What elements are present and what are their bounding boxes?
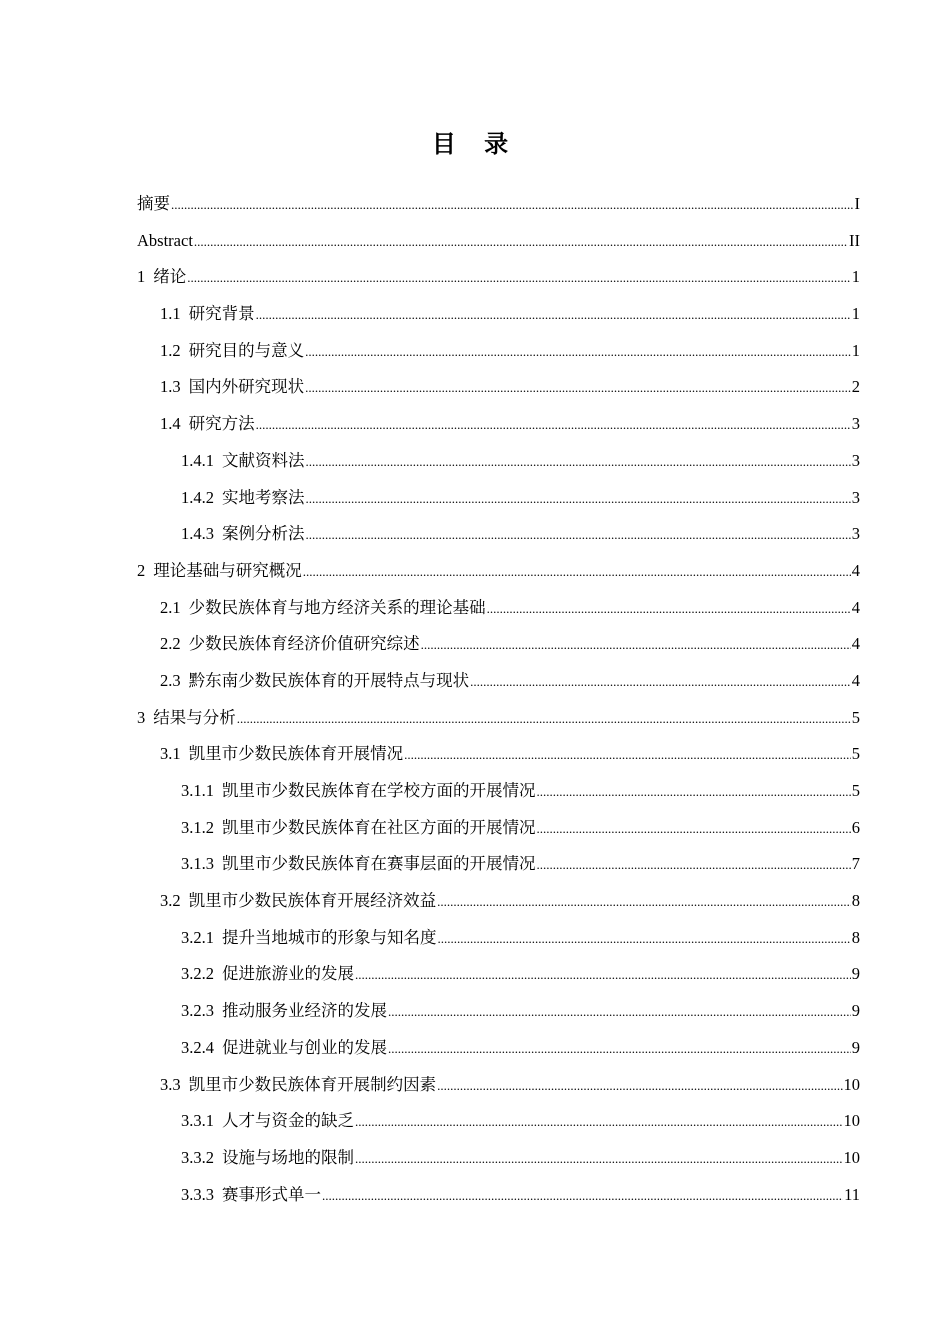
- toc-entry-number: 3.2.1: [181, 927, 214, 947]
- toc-entry-number: 2.2: [160, 634, 181, 654]
- toc-entry-title: 实地考察法: [222, 487, 305, 507]
- toc-dot-leader: [438, 921, 851, 957]
- toc-dot-leader: [470, 664, 851, 700]
- toc-entry[interactable]: [137, 1177, 860, 1214]
- toc-entry-title: 凯里市少数民族体育开展经济效益: [188, 891, 437, 911]
- toc-entry-number: 1.4: [160, 414, 181, 434]
- toc-entry-number: 3.2.2: [181, 964, 214, 984]
- toc-entry-number: 3.1.2: [181, 817, 214, 837]
- toc-dot-leader: [388, 994, 851, 1030]
- toc-entry-number: 1.1: [160, 304, 181, 324]
- toc-dot-leader: [537, 847, 851, 883]
- toc-entry-page-number: 1: [851, 340, 860, 360]
- toc-entry-title: 凯里市少数民族体育开展制约因素: [188, 1074, 437, 1094]
- toc-entry[interactable]: [137, 956, 860, 993]
- toc-entry-title: 结果与分析: [153, 707, 236, 727]
- toc-entry-page-number: 3: [851, 487, 860, 507]
- toc-entry-number: 1.4.3: [181, 524, 214, 544]
- toc-entry-page-number: 4: [851, 634, 860, 654]
- toc-entry-page-number: 5: [851, 744, 860, 764]
- toc-entry-page-number: 9: [851, 1037, 860, 1057]
- toc-entry[interactable]: [137, 480, 860, 517]
- toc-entry-number: 3: [137, 707, 146, 727]
- toc-dot-leader: [404, 737, 851, 773]
- toc-entry-title: 案例分析法: [222, 524, 305, 544]
- toc-entry[interactable]: [137, 773, 860, 810]
- toc-entry-title: 黔东南少数民族体育的开展特点与现状: [188, 670, 470, 690]
- toc-entry[interactable]: [137, 626, 860, 663]
- toc-entry-page-number: 7: [851, 854, 860, 874]
- toc-entry-title: Abstract: [137, 230, 193, 250]
- toc-dot-leader: [322, 1178, 843, 1214]
- toc-entry-page-number: 10: [843, 1074, 860, 1094]
- toc-dot-leader: [421, 627, 851, 663]
- toc-entry[interactable]: [137, 186, 860, 223]
- toc-entry-page-number: 2: [851, 377, 860, 397]
- toc-entry-number: 3.3.1: [181, 1111, 214, 1131]
- toc-entry[interactable]: [137, 1030, 860, 1067]
- toc-entry-number: 3.1: [160, 744, 181, 764]
- toc-entry-page-number: 8: [851, 927, 860, 947]
- toc-entry-number: 3.2.4: [181, 1037, 214, 1057]
- toc-entry[interactable]: [137, 333, 860, 370]
- toc-entry-number: 1.4.1: [181, 450, 214, 470]
- toc-entry-number: 1.2: [160, 340, 181, 360]
- toc-entry[interactable]: [137, 663, 860, 700]
- toc-entry-number: 1: [137, 267, 146, 287]
- toc-entry-page-number: 1: [851, 304, 860, 324]
- toc-dot-leader: [303, 554, 851, 590]
- toc-dot-leader: [355, 1141, 843, 1177]
- toc-entry-title: 研究方法: [188, 414, 255, 434]
- toc-entry-title: 推动服务业经济的发展: [222, 1001, 387, 1021]
- toc-entry-page-number: 8: [851, 891, 860, 911]
- toc-entry-title: 提升当地城市的形象与知名度: [222, 927, 437, 947]
- toc-entry[interactable]: [137, 993, 860, 1030]
- toc-entry-number: 2.1: [160, 597, 181, 617]
- toc-entry-page-number: 3: [851, 414, 860, 434]
- toc-dot-leader: [487, 591, 851, 627]
- toc-dot-leader: [537, 774, 851, 810]
- toc-entry-title: 少数民族体育经济价值研究综述: [188, 634, 420, 654]
- toc-entry[interactable]: [137, 223, 860, 260]
- toc-entry-number: 3.2.3: [181, 1001, 214, 1021]
- toc-entry-number: 3.3: [160, 1074, 181, 1094]
- toc-entry[interactable]: [137, 369, 860, 406]
- toc-dot-leader: [256, 407, 851, 443]
- toc-entry-number: 1.3: [160, 377, 181, 397]
- toc-entry-title: 摘要: [137, 194, 170, 213]
- toc-entry-title: 促进旅游业的发展: [222, 964, 354, 984]
- toc-entry-page-number: I: [854, 194, 860, 213]
- toc-dot-leader: [305, 334, 851, 370]
- toc-entry[interactable]: [137, 736, 860, 773]
- toc-dot-leader: [437, 1068, 842, 1104]
- toc-entry-title: 促进就业与创业的发展: [222, 1037, 387, 1057]
- toc-dot-leader: [306, 444, 851, 480]
- toc-entry-page-number: 6: [851, 817, 860, 837]
- toc-entry-title: 绪论: [153, 267, 187, 287]
- toc-list: [137, 186, 860, 1213]
- toc-entry-title: 赛事形式单一: [222, 1184, 321, 1204]
- toc-entry[interactable]: [137, 1067, 860, 1104]
- toc-entry-number: 2.3: [160, 670, 181, 690]
- toc-entry-page-number: 4: [851, 670, 860, 690]
- toc-entry-number: 3.1.3: [181, 854, 214, 874]
- toc-entry-page-number: 3: [851, 524, 860, 544]
- toc-entry[interactable]: [137, 920, 860, 957]
- toc-entry-page-number: 4: [851, 560, 860, 580]
- toc-entry-title: 研究背景: [188, 304, 255, 324]
- toc-entry[interactable]: [137, 406, 860, 443]
- toc-title: 目 录: [431, 130, 519, 158]
- toc-entry[interactable]: [137, 810, 860, 847]
- toc-entry-page-number: II: [849, 230, 860, 250]
- toc-dot-leader: [537, 811, 851, 847]
- toc-entry-title: 人才与资金的缺乏: [222, 1111, 354, 1131]
- toc-dot-leader: [305, 370, 851, 406]
- toc-dot-leader: [355, 1104, 843, 1140]
- toc-dot-leader: [306, 481, 851, 517]
- toc-entry-number: 3.3.2: [181, 1147, 214, 1167]
- toc-dot-leader: [194, 224, 848, 260]
- toc-entry[interactable]: [137, 846, 860, 883]
- toc-entry[interactable]: [137, 553, 860, 590]
- toc-dot-leader: [388, 1031, 851, 1067]
- toc-entry-number: 3.1.1: [181, 781, 214, 800]
- toc-dot-leader: [256, 297, 851, 333]
- toc-entry[interactable]: [137, 590, 860, 627]
- toc-dot-leader: [237, 701, 851, 737]
- toc-entry-number: 2: [137, 560, 146, 580]
- toc-entry[interactable]: [137, 296, 860, 333]
- toc-entry-page-number: 1: [851, 267, 860, 287]
- toc-entry-page-number: 3: [851, 450, 860, 470]
- toc-entry-number: 3.3.3: [181, 1184, 214, 1204]
- toc-entry-page-number: 10: [843, 1111, 860, 1131]
- toc-entry[interactable]: [137, 1140, 860, 1177]
- toc-entry-page-number: 10: [843, 1147, 860, 1167]
- toc-entry[interactable]: [137, 443, 860, 480]
- toc-dot-leader: [187, 260, 851, 296]
- toc-entry[interactable]: [137, 516, 860, 553]
- toc-entry[interactable]: [137, 700, 860, 737]
- toc-entry-page-number: 9: [851, 964, 860, 984]
- toc-entry-title: 理论基础与研究概况: [153, 560, 302, 580]
- toc-entry-title: 凯里市少数民族体育在赛事层面的开展情况: [222, 854, 536, 874]
- toc-entry[interactable]: [137, 259, 860, 296]
- toc-entry-page-number: 9: [851, 1001, 860, 1021]
- toc-entry-number: 3.2: [160, 891, 181, 911]
- toc-entry-title: 少数民族体育与地方经济关系的理论基础: [188, 597, 486, 617]
- toc-entry-title: 设施与场地的限制: [222, 1147, 354, 1167]
- toc-dot-leader: [355, 957, 851, 993]
- toc-entry-title: 凯里市少数民族体育开展情况: [188, 744, 404, 764]
- toc-entry-title: 凯里市少数民族体育在学校方面的开展情况: [222, 781, 536, 800]
- toc-dot-leader: [306, 517, 851, 553]
- toc-entry-title: 凯里市少数民族体育在社区方面的开展情况: [222, 817, 536, 837]
- toc-dot-leader: [171, 187, 854, 223]
- toc-entry-page-number: 5: [851, 707, 860, 727]
- toc-entry[interactable]: [137, 883, 860, 920]
- toc-entry-page-number: 5: [851, 781, 860, 800]
- toc-entry-page-number: 11: [844, 1184, 860, 1204]
- toc-entry-title: 研究目的与意义: [188, 340, 305, 360]
- toc-entry-page-number: 4: [851, 597, 860, 617]
- toc-entry[interactable]: [137, 1103, 860, 1140]
- toc-entry-number: 1.4.2: [181, 487, 214, 507]
- toc-entry-title: 文献资料法: [222, 450, 305, 470]
- toc-dot-leader: [437, 884, 851, 920]
- toc-entry-title: 国内外研究现状: [188, 377, 305, 397]
